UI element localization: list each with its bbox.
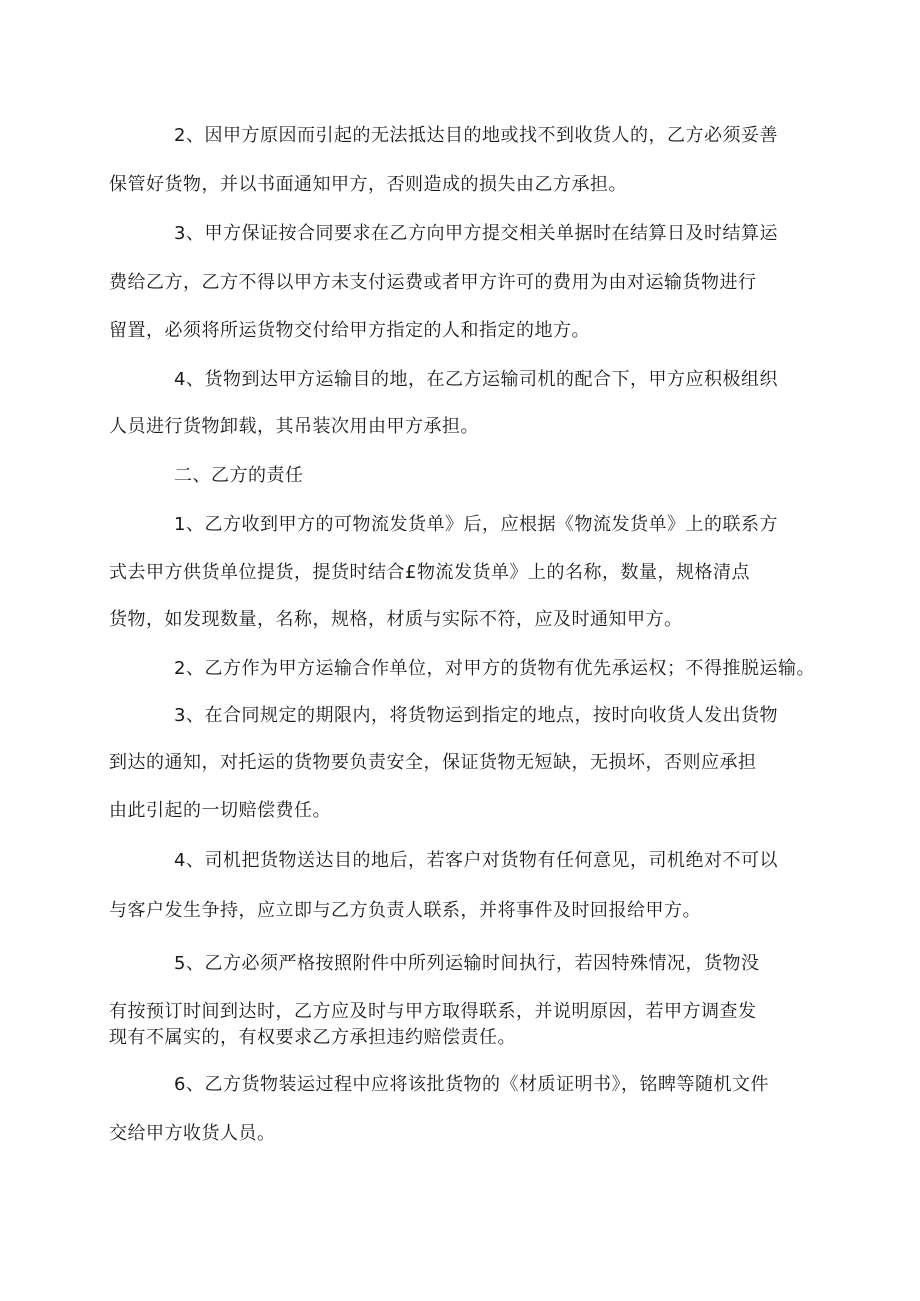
paragraph-2-line-1: 2、因甲方原因而引起的无法抵达目的地或找不到收货人的，乙方必须妥善 [174,125,778,146]
b6-line-1: 6、乙方货物装运过程中应将该批货物的《材质证明书》，铭睥等随机文件 [174,1074,769,1095]
paragraph-2-line-2: 保管好货物，并以书面通知甲方，否则造成的损失由乙方承担。 [109,174,627,195]
b5-line-3: 现有不属实的，有权要求乙方承担违约赔偿责任。 [109,1027,516,1048]
b1-line-2: 式去甲方供货单位提货，提货时结合£物流发货单》上的名称，数量，规格清点 [109,562,750,583]
section-heading: 二、乙方的责任 [174,465,304,486]
b1-line-3: 货物，如发现数量，名称，规格，材质与实际不符，应及时通知甲方。 [109,609,683,630]
b5-line-1: 5、乙方必须严格按照附件中所列运输时间执行，若因特殊情况，货物没 [174,953,760,974]
b6-line-2: 交给甲方收货人员。 [109,1123,276,1144]
b3-line-2: 到达的通知，对托运的货物要负责安全，保证货物无短缺，无损坏，否则应承担 [109,752,757,773]
b4-line-1: 4、司机把货物送达目的地后，若客户对货物有任何意见，司机绝对不可以 [174,850,778,871]
paragraph-3-line-3: 留置，必须将所运货物交付给甲方指定的人和指定的地方。 [109,320,590,341]
b4-line-2: 与客户发生争持，应立即与乙方负责人联系，并将事件及时回报给甲方。 [109,900,701,921]
b1-line-1: 1、乙方收到甲方的可物流发货单》后，应根据《物流发货单》上的联系方 [174,514,778,535]
paragraph-4-line-2: 人员进行货物卸载，其吊装次用由甲方承担。 [109,416,479,437]
b2-line-1: 2、乙方作为甲方运输合作单位，对甲方的货物有优先承运权；不得推脱运输。 [174,658,815,679]
paragraph-3-line-2: 费给乙方，乙方不得以甲方未支付运费或者甲方许可的费用为由对运输货物进行 [109,272,757,293]
b5-line-2: 有按预订时间到达时，乙方应及时与甲方取得联系，并说明原因，若甲方调查发 [109,1001,757,1022]
b3-line-1: 3、在合同规定的期限内，将货物运到指定的地点，按时向收货人发出货物 [174,705,778,726]
b3-line-3: 由此引起的一切赔偿费任。 [109,800,331,821]
paragraph-4-line-1: 4、货物到达甲方运输目的地，在乙方运输司机的配合下，甲方应积极组织 [174,369,778,390]
paragraph-3-line-1: 3、甲方保证按合同要求在乙方向甲方提交相关单据时在结算日及时结算运 [174,223,778,244]
